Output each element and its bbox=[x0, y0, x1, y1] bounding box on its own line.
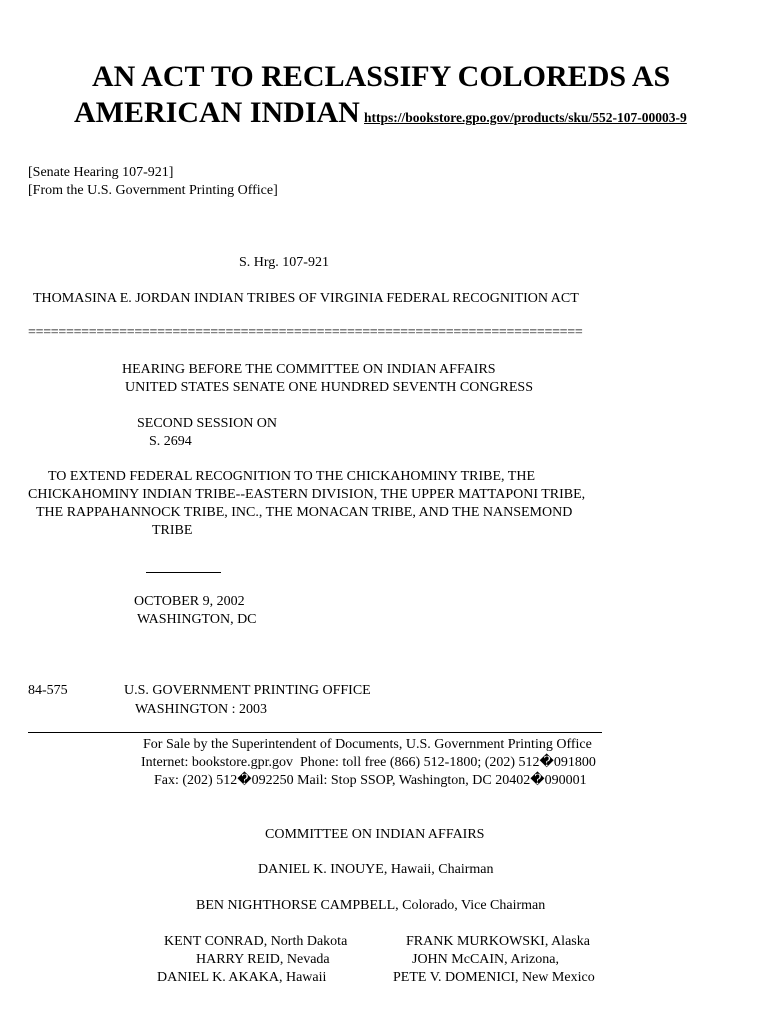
sale-info-line-1: For Sale by the Superintendent of Documents, U.S. Government Printing Office bbox=[143, 737, 592, 752]
source-label: [From the U.S. Government Printing Office] bbox=[28, 183, 278, 198]
purpose-line-4: TRIBE bbox=[152, 523, 193, 538]
member-right-2: JOHN McCAIN, Arizona, bbox=[412, 952, 559, 967]
committee-chairman: DANIEL K. INOUYE, Hawaii, Chairman bbox=[258, 862, 494, 877]
session-line: SECOND SESSION ON bbox=[137, 416, 278, 431]
member-left-1: KENT CONRAD, North Dakota bbox=[164, 934, 348, 949]
separator-line: ========================================================================= bbox=[28, 325, 583, 340]
purpose-line-1: TO EXTEND FEDERAL RECOGNITION TO THE CHICKAHOMINY TRIBE, THE bbox=[48, 469, 535, 484]
member-right-3: PETE V. DOMENICI, New Mexico bbox=[393, 970, 595, 985]
member-left-2: HARRY REID, Nevada bbox=[196, 952, 330, 967]
long-divider bbox=[28, 732, 602, 733]
purpose-line-2: CHICKAHOMINY INDIAN TRIBE--EASTERN DIVISION, THE UPPER MATTAPONI TRIBE, bbox=[28, 487, 586, 502]
senate-hearing-label: [Senate Hearing 107-921] bbox=[28, 165, 174, 180]
committee-vice-chairman: BEN NIGHTHORSE CAMPBELL, Colorado, Vice Chairman bbox=[196, 898, 546, 913]
bookstore-link[interactable]: https://bookstore.gpo.gov/products/sku/552-107-00003-9 bbox=[364, 110, 687, 125]
document-title-line-2: AMERICAN INDIAN bbox=[74, 96, 360, 129]
committee-heading: COMMITTEE ON INDIAN AFFAIRS bbox=[265, 827, 485, 842]
document-title-line-1: AN ACT TO RECLASSIFY COLOREDS AS bbox=[92, 60, 671, 93]
hearing-date: OCTOBER 9, 2002 bbox=[134, 594, 245, 609]
hearing-before-line-1: HEARING BEFORE THE COMMITTEE ON INDIAN AFFAIRS bbox=[122, 362, 496, 377]
print-number: 84-575 bbox=[28, 683, 68, 698]
gpo-location: WASHINGTON : 2003 bbox=[135, 702, 267, 717]
act-title: THOMASINA E. JORDAN INDIAN TRIBES OF VIRGINIA FEDERAL RECOGNITION ACT bbox=[33, 291, 579, 306]
member-right-1: FRANK MURKOWSKI, Alaska bbox=[406, 934, 590, 949]
sale-info-line-3: Fax: (202) 512�092250 Mail: Stop SSOP, Washington, DC 20402�090001 bbox=[154, 773, 587, 788]
member-left-3: DANIEL K. AKAKA, Hawaii bbox=[157, 970, 327, 985]
purpose-line-3: THE RAPPAHANNOCK TRIBE, INC., THE MONACAN TRIBE, AND THE NANSEMOND bbox=[36, 505, 573, 520]
short-divider bbox=[146, 572, 221, 573]
hearing-before-line-2: UNITED STATES SENATE ONE HUNDRED SEVENTH CONGRESS bbox=[125, 380, 533, 395]
hearing-number: S. Hrg. 107-921 bbox=[239, 255, 329, 270]
hearing-place: WASHINGTON, DC bbox=[137, 612, 257, 627]
gpo-name: U.S. GOVERNMENT PRINTING OFFICE bbox=[124, 683, 371, 698]
sale-info-line-2: Internet: bookstore.gpr.gov Phone: toll free (866) 512-1800; (202) 512�091800 bbox=[141, 755, 596, 770]
bill-number: S. 2694 bbox=[149, 434, 192, 449]
